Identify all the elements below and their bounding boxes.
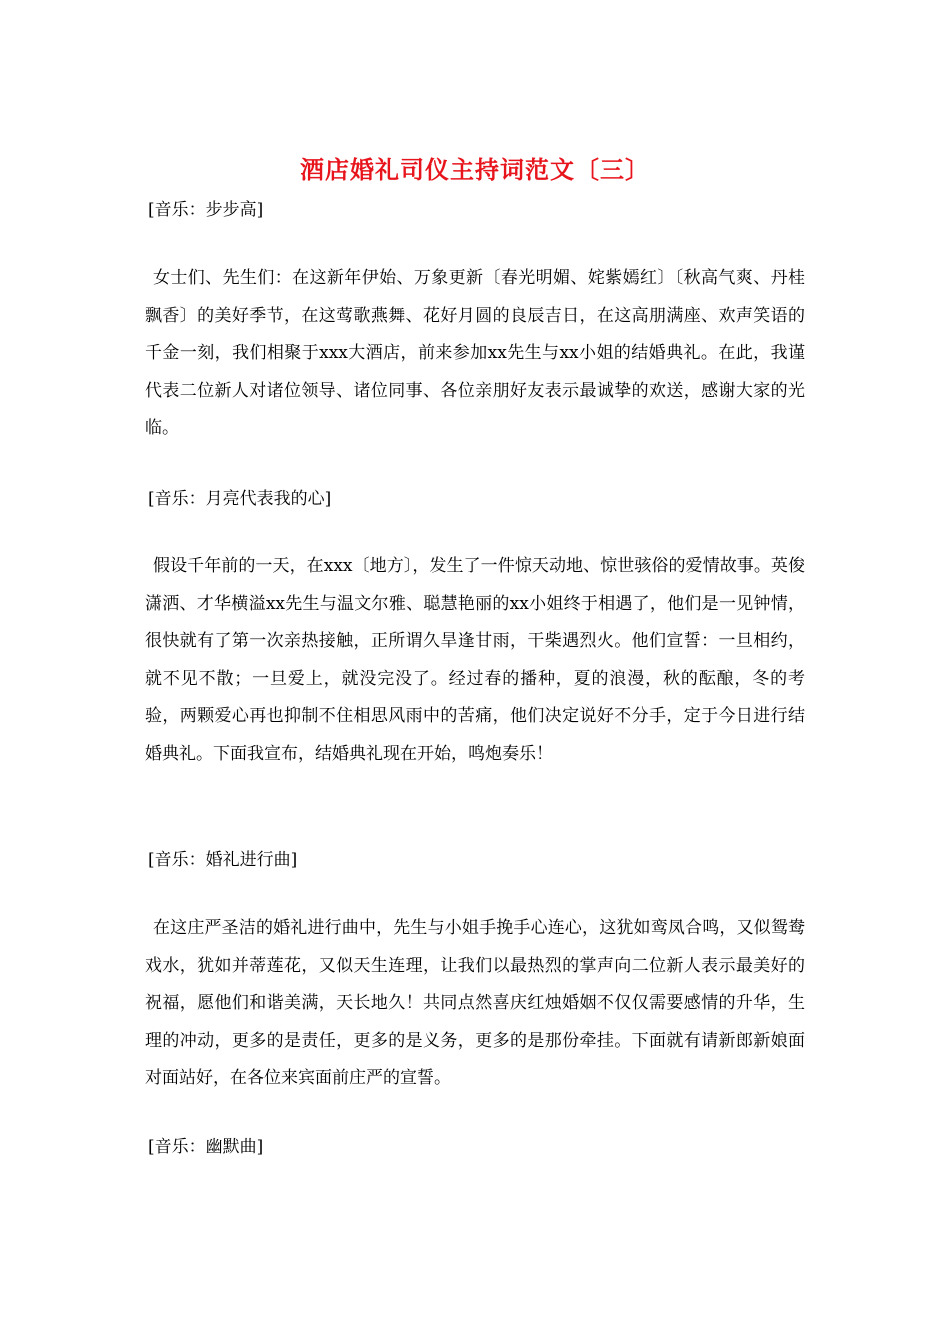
- music-cue-2: [音乐：月亮代表我的心]: [148, 489, 332, 509]
- paragraph-1: 女士们、先生们：在这新年伊始、万象更新〔春光明媚、姹紫嫣红〕〔秋高气爽、丹桂飘香〕的美好季节，在这莺歌燕舞、花好月圆的良辰吉日，在这高朋满座、欢声笑语的千金一刻，我们相聚于xxx大酒店，前来参加xx先生与xx小姐的结婚典礼。在此，我谨代表二位新人对诸位领导、诸位同事、各位亲朋好友表示最诚挚的欢送，感谢大家的光临。: [145, 268, 805, 438]
- music-cue-4: [音乐：幽默曲]: [148, 1137, 264, 1157]
- music-cue-1: [音乐：步步高]: [148, 200, 264, 220]
- paragraph-2: 假设千年前的一天，在xxx〔地方〕，发生了一件惊天动地、惊世骇俗的爱情故事。英俊潇洒、才华横溢xx先生与温文尔雅、聪慧艳丽的xx小姐终于相遇了，他们是一见钟情，很快就有了第一次亲热接触，正所谓久旱逢甘雨，干柴遇烈火。他们宣誓：一旦相约，就不见不散；一旦爱上，就没完没了。经过春的播种，夏的浪漫，秋的酝酿，冬的考验，两颗爱心再也抑制不住相思风雨中的苦痛，他们决定说好不分手，定于今日进行结婚典礼。下面我宣布，结婚典礼现在开始，鸣炮奏乐！: [145, 556, 805, 764]
- paragraph-3: 在这庄严圣洁的婚礼进行曲中，先生与小姐手挽手心连心，这犹如鸾凤合鸣，又似鸳鸯戏水，犹如并蒂莲花，又似天生连理，让我们以最热烈的掌声向二位新人表示最美好的祝福，愿他们和谐美满，天长地久！共同点然喜庆红烛婚姻不仅仅需要感情的升华，生理的冲动，更多的是责任，更多的是义务，更多的是那份牵挂。下面就有请新郎新娘面对面站好，在各位来宾面前庄严的宣誓。: [145, 918, 805, 1088]
- document-title: 酒店婚礼司仪主持词范文〔三〕: [300, 155, 650, 184]
- music-cue-3: [音乐：婚礼进行曲]: [148, 850, 298, 870]
